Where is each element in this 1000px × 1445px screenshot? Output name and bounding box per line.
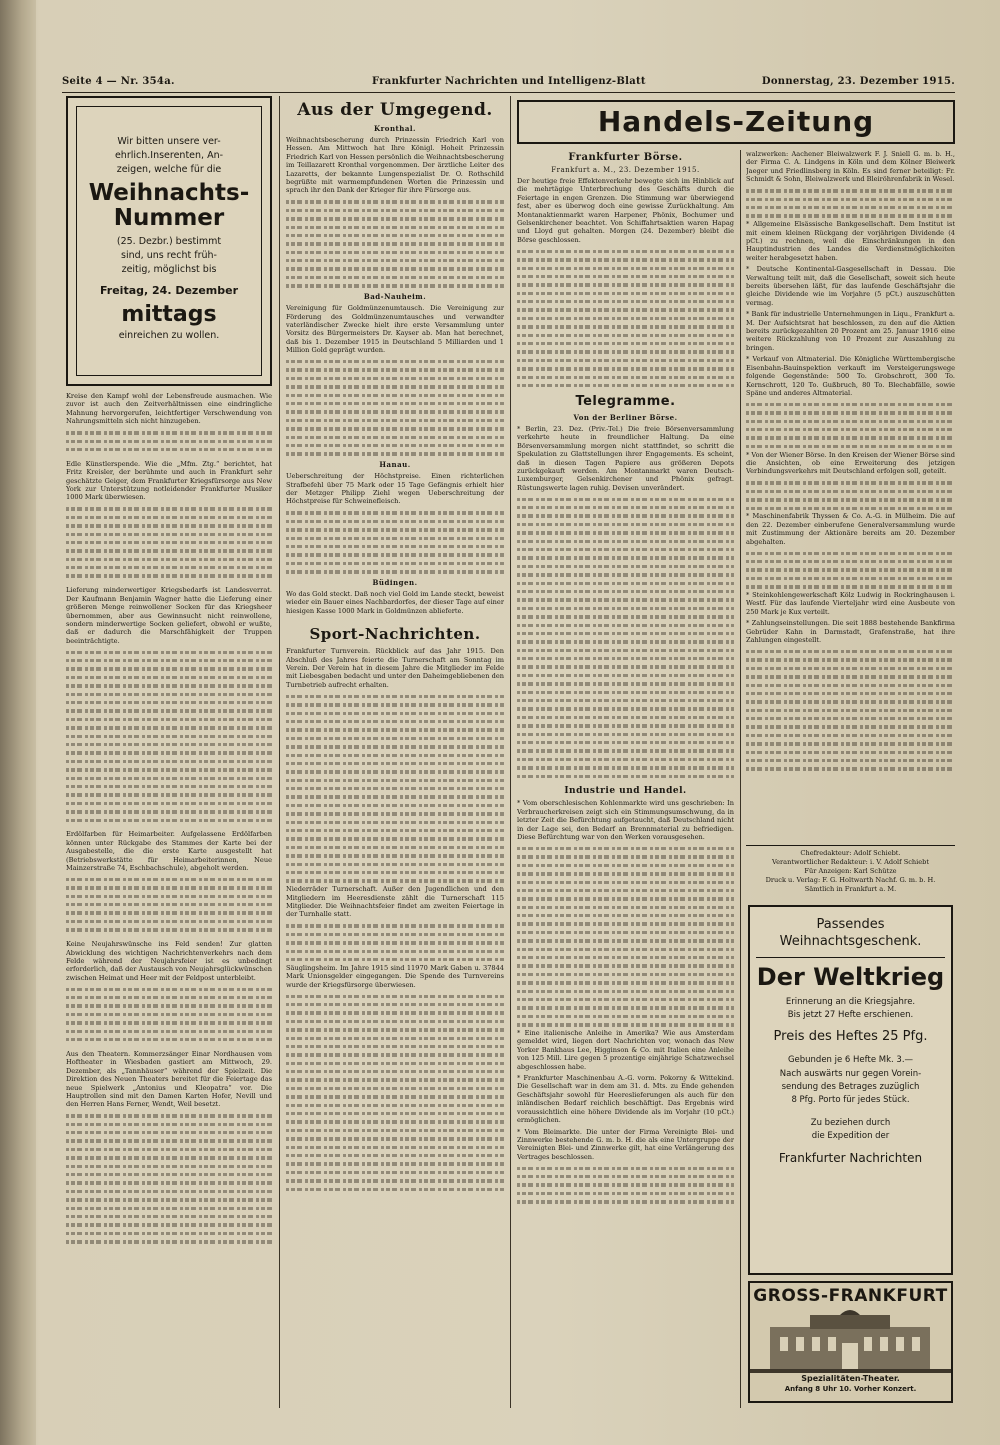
imprint-line: Sämtlich in Frankfurt a. M.: [804, 885, 897, 893]
telegramme-subtitle: Von der Berliner Börse.: [573, 412, 678, 422]
imprint-line: Für Anzeigen: Karl Schütze: [804, 867, 897, 875]
ad-line-5: sind, uns recht früh-: [121, 250, 217, 261]
column-2: [286, 96, 504, 1408]
ad-gf-title: GROSS-FRANKFURT: [753, 1286, 948, 1306]
article-bank-industrie: * Bank für industrielle Unternehmungen in Liqu., Frankfurt a. M. Der Aufsichtsrat hat beschlossen, zu den auf die Aktien bereits zurückgezahlten 20 Prozent am 25. Januar 1916 eine weitere Rückzahlung von 10 Prozent zur Auszahlung zu bringen.: [746, 310, 955, 352]
article-maschinenbau: * Frankfurter Maschinenbau A.-G. vorm. Pokorny & Wittekind. Die Gesellschaft war in dem am 31. d. Mts. zu Ende gehenden Geschäftsjahr sowohl für Heereslieferungen als auch für den inländischen Bedarf reichlich beschäftigt. Das Ergebnis wird voraussichtlich eine höhere Dividende als im Vorjahr (10 pCt.) ermöglichen.: [517, 1074, 734, 1125]
page-number: Seite 4 — Nr. 354a.: [62, 76, 175, 87]
article-elsaessische-bank: * Allgemeine Elsässische Bankgesellschaft. Dem Institut ist mit einem kleinen Rückgang der vorjährigen Dividende (4 pCt.) zu rechnen, weil die Einschränkungen in den Hauptindustrien des Landes die Verdienstmöglichkeiten weiter herabgesetzt haben.: [746, 220, 955, 262]
place-heading: Bad-Nauheim.: [363, 292, 427, 302]
article-kontinental-gas: * Deutsche Kontinental-Gasgesellschaft in Dessau. Die Verwaltung teilt mit, daß die Gesellschaft, soweit sich heute bereits übersehen läßt, für das laufende Geschäftsjahr die gleiche Dividende wie im Vorjahre (5 pCt.) auszuschütten vermag.: [746, 265, 955, 307]
ad-line-1: Wir bitten unsere ver-: [117, 136, 221, 147]
article-niederraeder: Niederräder Turnerschaft. Außer den Jugendlichen und den Mitgliedern im Heeresdienste zählt die Turnerschaft 115 Mitglieder. Die Weihnachtsfeier findet am zweiten Feiertage in der Turnhalle statt.: [286, 885, 504, 919]
ad-gf-times: Anfang 8 Uhr 10. Vorher Konzert.: [784, 1385, 917, 1393]
article-turnverein: Frankfurter Turnverein. Rückblick auf das Jahr 1915. Den Abschluß des Jahres feierte die Turnerschaft am Sonntag im Verein. Der Verein hat in diesem Jahre die Mitglieder im Felde mit Liebesgaben bedacht und unter den Daheimgebliebenen den Turnbetrieb aufrecht erhalten.: [286, 647, 504, 689]
ad-weltkrieg: [748, 905, 953, 1275]
article-kriegsbedarf: Lieferung minderwertiger Kriegsbedarfs ist Landesverrat. Der Kaufmann Benjamin Wagner hatte die Lieferung einer größeren Menge reinwollener Socken für das Kriegsheer übernommen, aber aus Gewinnsucht nicht reinwollene, sondern minderwertige Socken geliefert, obwohl er wußte, daß er dadurch die Marschfähigkeit der Truppen beeinträchtigte.: [66, 586, 272, 645]
ad-date: Freitag, 24. Dezember: [99, 284, 239, 297]
ad-line-4: (25. Dezbr.) bestimmt: [116, 236, 222, 247]
article-wiener-boerse: * Von der Wiener Börse. In den Kreisen der Wiener Börse sind die Ansichten, ob eine Erweiterung des jetzigen Verbindungsverkehrs mit Deutschland erfolgen soll, geteilt.: [746, 450, 955, 476]
article-theater: Aus den Theatern. Kommerzsänger Einar Nordhausen vom Hoftheater in Wiesbaden gastiert am Mittwoch, 29. Dezember, als „Tannhäuser“ während der Spielzeit. Die Direktion des Neuen Theaters bereitet für die Feiertage das neue Spielwerk „Antonius und Kleopatra“ vor. Die Hauptrollen sind mit den Damen Karten Hofer, Nevill und den Herren Hans Ferner, Wendt, Weil besetzt.: [66, 1049, 272, 1109]
ad-weltkrieg-top2: Weihnachtsgeschenk.: [779, 934, 922, 949]
ad-gf-sub: Spezialitäten-Theater.: [801, 1374, 900, 1383]
ad-title-1: Weihnachts-: [88, 180, 250, 206]
handels-zeitung-banner: Handels-Zeitung: [517, 100, 955, 144]
hz-column-1: [517, 150, 734, 1408]
ad-line-7: einreichen zu wollen.: [118, 330, 220, 341]
ad-weltkrieg-top1: Passendes: [816, 917, 885, 932]
ad-weltkrieg-line7: Zu beziehen durch: [810, 1118, 891, 1128]
article-gold: Wo das Gold steckt. Daß noch viel Gold im Lande steckt, beweist wieder ein Bauer eines Nachbardorfes, der dieser Tage auf einer hiesigen Kasse 1000 Mark in Goldmünzen ablieferte.: [286, 590, 504, 615]
column-rule-1: [279, 96, 280, 1408]
imprint-line: Druck u. Verlag: F. G. Holtwarth Nachf. G. m. b. H.: [765, 876, 936, 884]
ad-weltkrieg-line6: 8 Pfg. Porto für jedes Stück.: [791, 1095, 910, 1105]
article-zahlungseinstellungen: * Zahlungseinstellungen. Die seit 1888 bestehende Bankfirma Gebrüder Kahn in Darmstadt, Grafenstraße, hat ihre Zahlungen eingestellt.: [746, 619, 955, 645]
imprint-line: Chefredakteur: Adolf Schiebt.: [800, 849, 901, 857]
ad-line-6: zeitig, möglichst bis: [121, 264, 217, 275]
ad-title-2: Nummer: [113, 205, 225, 231]
ad-weltkrieg-price: Preis des Heftes 25 Pfg.: [773, 1029, 928, 1044]
article-neujahrswuensche: Keine Neujahrswünsche ins Feld senden! Zur glatten Abwicklung des wichtigen Nachrichtenverkehrs nach dem Felde während der Neujahrsfeier ist es unbedingt erforderlich, daß der Austausch von Neujahrsglückwünschen zwischen Heimat und Heer mit der Feldpost unterbleibt.: [66, 940, 272, 982]
ad-weltkrieg-line1: Erinnerung an die Kriegsjahre.: [785, 997, 916, 1007]
article-paragraph: Kreise den Kampf wohl der Lebensfreude ausmachen. Wie zuvor ist auch den Zeitverhältnissen eine eindringliche Mahnung hervorgerufen, leichtfertiger Verschwendung von Nahrungsmitteln sich nicht hinzugeben.: [66, 392, 272, 426]
imprint-line: Verantwortlicher Redakteur: i. V. Adolf Schiebt: [771, 858, 930, 866]
ad-gross-frankfurt: [748, 1281, 953, 1403]
boerse-title: Frankfurter Börse.: [568, 152, 683, 163]
issue-date: Donnerstag, 23. Dezember 1915.: [761, 76, 955, 87]
article-saeuglingsheim: Säuglingsheim. Im Jahre 1915 sind 11970 Mark Gaben u. 37844 Mark Unionsgelder eingegangen. Die Spende des Turnvereins wurde der Kriegsfürsorge überwiesen.: [286, 963, 504, 989]
ad-weltkrieg-line8: die Expedition der: [811, 1131, 890, 1141]
article-kohlenmarkt: * Vom oberschlesischen Kohlenmarkte wird uns geschrieben: In Verbraucherkreisen zeigt sich ein Stimmungsumschwung, da in letzter Zeit die Befürchtung aufgetaucht, daß Deutschland nicht in der Lage sei, den Bedarf an Brennmaterial zu befriedigen. Diese Befürchtung war von den Werken vorausgesehen.: [517, 799, 734, 842]
ad-line-2: ehrlich.Inserenten, An-: [114, 150, 224, 161]
article-thyssen: * Maschinenfabrik Thyssen & Co. A.-G. in Mülheim. Die auf den 22. Dezember einberufene Generalversammlung wurde mit Zustimmung der Aktionäre bereits am 20. Dezember abgehalten.: [746, 512, 955, 546]
article-goldmuenzen: Vereinigung für Goldmünzenumtausch. Die Vereinigung zur Förderung des Goldmünzenumtausches und verwandter vaterländischer Zwecke hielt ihre erste Versammlung unter Vorsitz des Bürgermeisters Dr. Kayser ab. Man hat berechnet, daß bis 1. Dezember 1915 in Deutschland 5 Milliarden und 1 Million Gold geprägt wurden.: [286, 304, 504, 355]
section-title-umgegend: Aus der Umgegend.: [297, 100, 493, 120]
ad-weltkrieg-publisher: Frankfurter Nachrichten: [778, 1151, 923, 1165]
article-erdoelfarben: Erdölfarben für Heimarbeiter. Aufgelassene Erdölfarben können unter Rückgabe des Stammes der Karte bei der Ausgabestelle, die die erste Karte ausgestellt hat (Betriebswerkstätte für Heimarbeiterinnen, Neue Mainzerstraße 74, Eschbachschule), abgeholt werden.: [66, 830, 272, 873]
theater-building-illustration: [750, 1309, 951, 1373]
ad-weltkrieg-line2: Bis jetzt 27 Hefte erschienen.: [787, 1010, 914, 1020]
article-berliner-boerse: * Berlin, 23. Dez. (Priv.-Tel.) Die freie Börsenversammlung verkehrte heute in freundlicher Haltung. Da eine Börsenversammlung morgen nicht stattfindet, so schritt die Spekulation zu Glattstellungen ihrer Engagements. Es scheint, daß in diesen Tagen Papiere aus größeren Depots zurückgekauft werden. Am Montanmarkt waren Deutsch-Luxemburger, Gelsenkirchener und Phönix gefragt. Rüstungswerte lagen ruhig. Devisen unverändert.: [517, 424, 734, 492]
article-walzwerke: walzwerken: Aachener Bleiwalzwerk F. J. Sniell G. m. b. H., der Firma C. A. Lindgens in Köln und dem Kölner Bleiwerk Jaeger und Friedlinsberg in Köln. Es sind ferner beteiligt: Fr. Schmidt & Sohn, Bleiwalzwerk und Bleiröhrenfabrik in Wesel.: [746, 150, 955, 184]
telegramme-title: Telegramme.: [575, 393, 676, 409]
industrie-title: Industrie und Handel.: [564, 786, 687, 797]
article-bleimarkt: * Vom Bleimarkte. Die unter der Firma Vereinigte Blei- und Zinnwerke bestehende G. m. b. H. die als eine Untergruppe der Vereinigten Blei- und Zinnwerke gilt, hat eine Verlängerung des Vertrages beschlossen.: [517, 1127, 734, 1161]
ad-weltkrieg-line3: Gebunden je 6 Hefte Mk. 3.—: [787, 1055, 914, 1065]
boerse-date: Frankfurt a. M., 23. Dezember 1915.: [551, 166, 700, 174]
place-heading: Kronthal.: [374, 124, 416, 133]
binding-edge: [0, 0, 36, 1445]
article-altmaterial: * Verkauf von Altmaterial. Die Königliche Württembergische Eisenbahn-Bauinspektion verkauft im Versteigerungswege folgende Gegenstände: 500 To. Grobschrott, 300 To. Kernschrott, 120 To. Gußbruch, 80 To. Blechabfälle, sowie Späne und anderes Altmaterial.: [746, 355, 955, 397]
article-kronthal: Weihnachtsbescherung durch Prinzessin Friedrich Karl von Hessen. Am Mittwoch hat Ihre Königl. Hoheit Prinzessin Friedrich Karl von Hessen persönlich die Weihnachtsbescherung im Teillazarett Kronthal vorgenommen. Der ärztliche Leiter des Lazaretts, der bekannte Lungenspezialist Dr. O. Rothschild begrüßte mit warmempfundenen Worten die Prinzessin und sprach ihr den Dank der Krieger für ihre Fürsorge aus.: [286, 136, 504, 195]
hz-column-2: [746, 150, 955, 840]
article-kreisler: Edle Künstlerspende. Wie die „Mfm. Ztg.“ berichtet, hat Fritz Kreisler, der berühmte und auch in Frankfurt sehr geschätzte Geiger, dem Frankfurter Kriegsfürsorge aus New York zur Unterstützung notleidender Frankfurter Musiker 1000 Mark überwiesen.: [66, 459, 272, 502]
ad-weltkrieg-line4: Nach auswärts nur gegen Vorein-: [779, 1069, 922, 1079]
ad-weltkrieg-line5: sendung des Betrages zuzüglich: [781, 1082, 920, 1092]
article-steinkohlen: * Steinkohlengewerkschaft Kölz Ludwig in Rockringhausen i. Westf. Für das laufende Vierteljahr wird eine Ausbeute von 250 Mark je Kux verteilt.: [746, 591, 955, 616]
article-boerse: Der heutige freie Effektenverkehr bewegte sich im Hinblick auf die mehrtägige Unterbrechung des Geschäfts durch die Feiertage in engen Grenzen. Die Stimmung war überwiegend fest, aber es überwog doch eine gewisse Zurückhaltung. Am Montanaktienmarkt waren Harpener, Phönix, Bochumer und Gelsenkirchener beachtet. Von Schiffahrtsaktien waren Hapag und Lloyd gut gehalten. Morgen (24. Dezember) bleibt die Börse geschlossen.: [517, 177, 734, 244]
section-title-sport: Sport-Nachrichten.: [309, 625, 481, 644]
column-rule-2: [510, 96, 511, 1408]
ad-time: mittags: [121, 302, 217, 327]
place-heading: Büdingen.: [372, 578, 418, 588]
imprint: [746, 845, 955, 901]
running-header: [62, 72, 955, 93]
ad-weihnachtsnummer: [66, 96, 272, 386]
ad-weltkrieg-title: Der Weltkrieg: [756, 963, 945, 991]
masthead: Frankfurter Nachrichten und Intelligenz-Blatt: [372, 76, 646, 87]
place-heading: Hanau.: [379, 460, 411, 470]
column-rule-3: [740, 150, 741, 1408]
column-1: [66, 392, 272, 1407]
ad-line-3: zeigen, welche für die: [116, 164, 222, 175]
article-anleihe: * Eine italienische Anleihe in Amerika? Wie aus Amsterdam gemeldet wird, liegen dort Nachrichten vor, wonach das New Yorker Bankhaus Lee, Higginson & Co. mit Italien eine Anleihe von 125 Mill. Lire gegen 5 prozentige einjährige Schatzwechsel abgeschlossen habe.: [517, 1029, 734, 1071]
article-hoechstpreise: Ueberschreitung der Höchstpreise. Einen richterlichen Strafbefehl über 75 Mark oder 15 Tage Gefängnis erhielt hier der Metzger Philipp Ziehl wegen Ueberschreitung der Höchstpreise für Schweinefleisch.: [286, 472, 504, 506]
